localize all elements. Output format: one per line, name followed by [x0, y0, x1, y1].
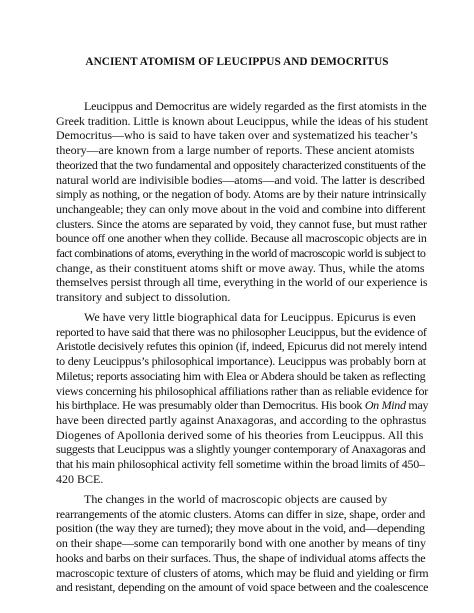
- text-line: simply as nothing, or the negation of body. Atoms are by their nature intrinsically: [56, 187, 427, 202]
- text-line: We have very little biographical data for Leucippus. Epicurus is even: [84, 310, 416, 324]
- text-line: rearrangements of the atomic clusters. Atoms can differ in size, shape, order and: [56, 506, 426, 521]
- text-line: Leucippus and Democritus are widely regarded as the first atomists in the: [84, 99, 427, 113]
- text-line: 420 BCE.: [56, 471, 104, 486]
- text-line: theorized that the two fundamental and oppositely characterized constituents of the: [56, 157, 426, 172]
- text-line-with-book-title: [56, 398, 428, 413]
- text-segment: his birthplace. He was presumably older than Democritus. His book: [56, 398, 363, 413]
- paragraph-leucippus-biography: [56, 310, 428, 486]
- text-line: fact combinations of atoms, everything in the world of macroscopic world is subject to: [56, 246, 426, 261]
- text-line: unchangeable; they can only move about in the void and combine into different: [56, 201, 426, 216]
- text-line: Greek tradition. Little is known about Leucippus, while the ideas of his student: [56, 113, 428, 128]
- text-line: to deny Leucippus’s philosophical importance). Leucippus was probably born at: [56, 354, 426, 369]
- text-line: on their shape—some can temporarily bond with one another by means of tiny: [56, 536, 426, 551]
- text-line: bounce off one another when they collide. Because all macroscopic objects are in: [56, 231, 427, 246]
- text-line: suggests that Leucippus was a slightly younger contemporary of Anaxagoras and: [56, 442, 426, 457]
- text-line: reported to have said that there was no philosopher Leucippus, but the evidence of: [56, 324, 427, 339]
- text-line: transitory and subject to dissolution.: [56, 290, 231, 305]
- text-line: position (the way they are turned); they move about in the void, and—depending: [56, 521, 425, 536]
- text-line: Democritus—who is said to have taken over and systematized his teacher’s: [56, 128, 418, 143]
- paragraph-atomism-overview: [56, 99, 428, 305]
- text-line: clusters. Since the atoms are separated by void, they cannot fuse, but must rather: [56, 216, 427, 231]
- text-line: change, as their constituent atoms shift or move away. Thus, while the atoms: [56, 260, 425, 275]
- text-line: Miletus; reports associating him with Elea or Abdera should be taken as reflecting: [56, 368, 426, 383]
- paragraph-atomic-changes: [56, 492, 428, 595]
- text-line: hooks and barbs on their surfaces. Thus, the shape of individual atoms affects the: [56, 550, 426, 565]
- text-line: natural world are indivisible bodies—atoms—and void. The latter is described: [56, 172, 425, 187]
- document-title: ANCIENT ATOMISM OF LEUCIPPUS AND DEMOCRITUS: [85, 56, 389, 68]
- text-line: views concerning his philosophical affiliations rather than as reliable evidence for: [56, 383, 428, 398]
- text-line: Diogenes of Apollonia derived some of his theories from Leucippus. All this: [56, 427, 424, 442]
- text-line: The changes in the world of macroscopic objects are caused by: [84, 492, 388, 506]
- text-line: Aristotle decisively refutes this opinion (if, indeed, Epicurus did not merely intend: [56, 339, 427, 354]
- text-line: themselves persist through all time, everything in the world of our experience is: [56, 275, 428, 290]
- text-line: and resistant, depending on the amount of void space between and the coalescence: [56, 580, 429, 595]
- text-segment: may: [405, 398, 429, 413]
- text-line: have been directed partly against Anaxagoras, and according to the ophrastus: [56, 412, 427, 427]
- text-line: that his main philosophical activity fell sometime within the broad limits of 450–: [56, 457, 425, 472]
- book-title: On Mind: [364, 398, 406, 413]
- text-line: macroscopic texture of clusters of atoms, which may be fluid and yielding or firm: [56, 565, 429, 580]
- text-line: theory—are known from a large number of reports. These ancient atomists: [56, 143, 415, 158]
